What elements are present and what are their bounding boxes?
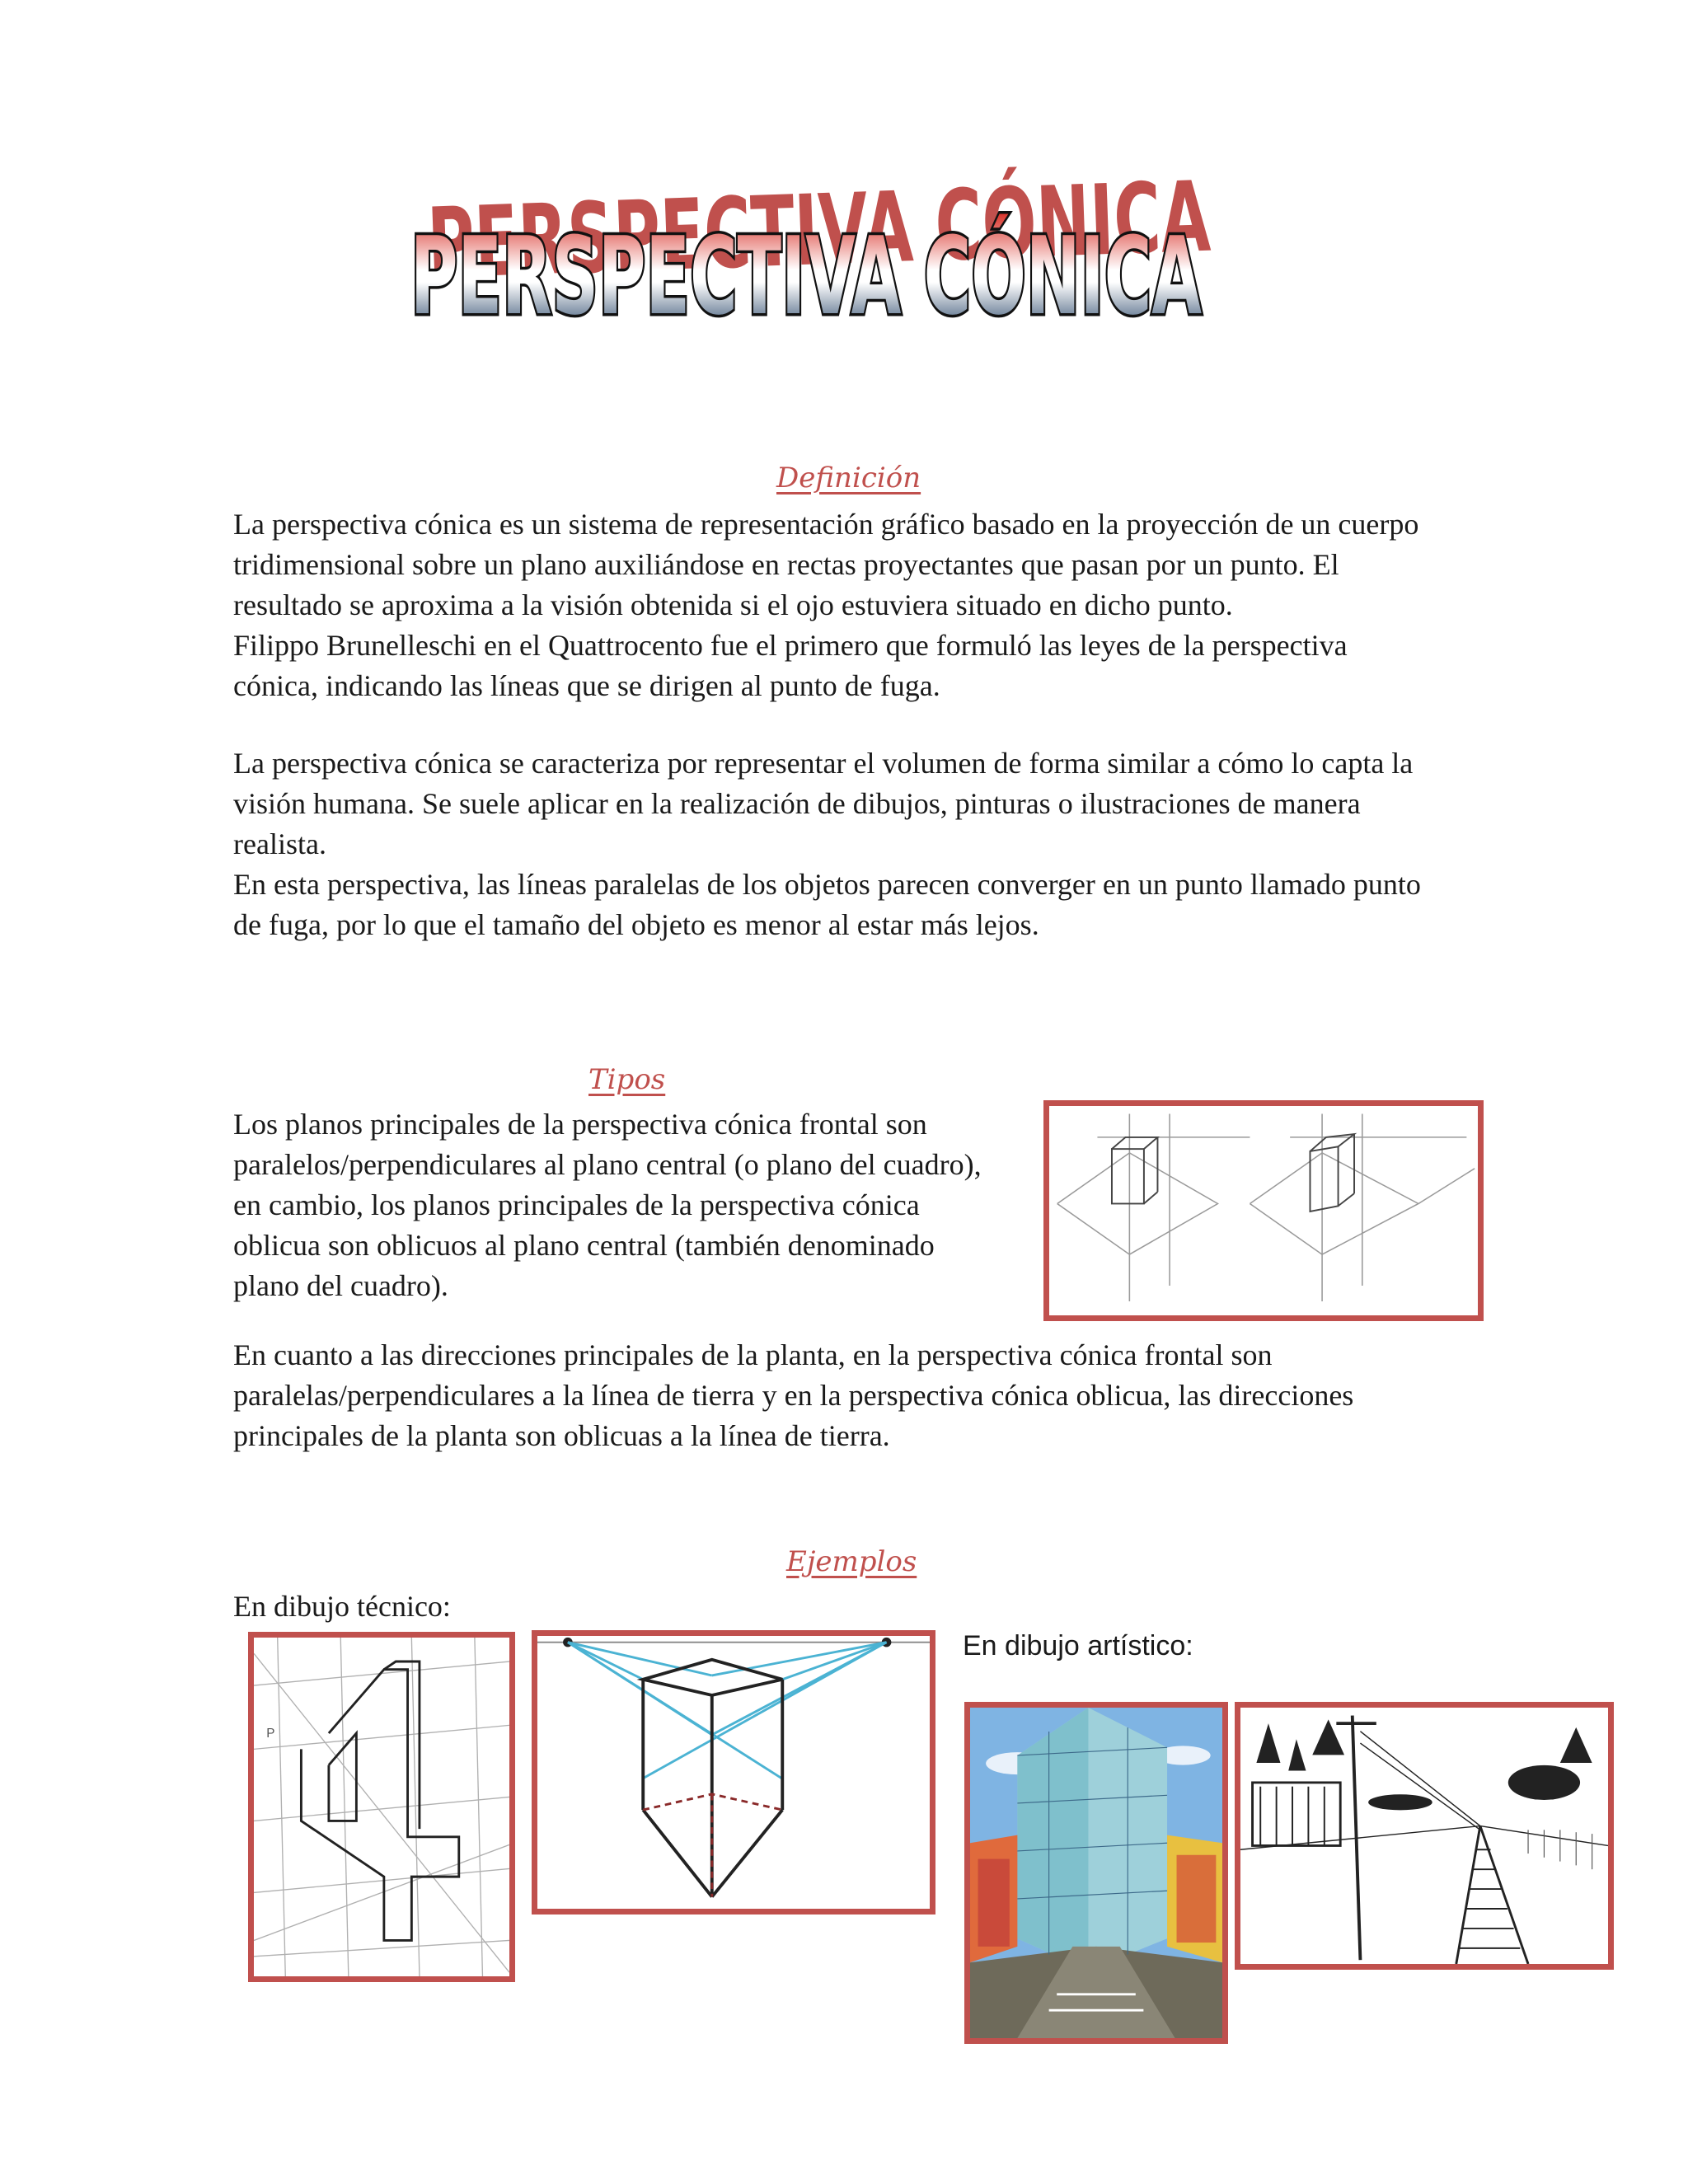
text-line: Los planos principales de la perspectiva cónica frontal son — [233, 1108, 927, 1141]
title-logo-text: PERSPECTIVA CÓNICA — [410, 213, 1202, 339]
text-line: Filippo Brunelleschi en el Quattrocento fue el primero que formuló las leyes de la perspectiva — [233, 629, 1348, 662]
text-line: resultado se aproxima a la visión obtenida si el ojo estuviera situado en dicho punto. — [233, 588, 1233, 621]
definicion-paragraph-2 — [233, 743, 1470, 945]
text-line: cónica, indicando las líneas que se dirigen al punto de fuga. — [233, 669, 940, 702]
tipos-figure — [1043, 1100, 1484, 1321]
text-line: paralelas/perpendiculares a la línea de tierra y en la perspectiva cónica oblicua, las direcciones — [233, 1379, 1354, 1412]
text-line: visión humana. Se suele aplicar en la realización de dibujos, pinturas o ilustraciones de manera — [233, 787, 1361, 820]
artistico-label: En dibujo artístico: — [963, 1630, 1193, 1661]
definicion-heading: Definición — [776, 462, 921, 494]
text-line: tridimensional sobre un plano auxiliándose en rectas proyectantes que pasan por un punto. El — [233, 548, 1339, 581]
artistico-figure-railway — [1235, 1702, 1614, 1970]
definicion-paragraph — [233, 504, 1470, 706]
tecnico-label: En dibujo técnico: — [233, 1590, 451, 1623]
text-line: en cambio, los planos principales de la perspectiva cónica — [233, 1188, 920, 1221]
tipos-heading: Tipos — [588, 1063, 666, 1096]
tecnico-figure-4 — [248, 1632, 515, 1982]
point-p-label: P — [266, 1726, 275, 1741]
tecnico-figure-prism — [532, 1630, 935, 1915]
text-line: principales de la planta son oblicuas a la línea de tierra. — [233, 1419, 890, 1452]
title-logo — [396, 165, 1253, 354]
text-line: La perspectiva cónica es un sistema de representación gráfico basado en la proyección de un cuerpo — [233, 508, 1419, 541]
artistico-figure-city — [964, 1702, 1228, 2044]
text-line: oblicua son oblicuos al plano central (también denominado — [233, 1229, 935, 1262]
text-line: paralelos/perpendiculares al plano central (o plano del cuadro), — [233, 1148, 982, 1181]
tipos-paragraph-2 — [233, 1335, 1470, 1456]
text-line: En esta perspectiva, las líneas paralelas de los objetos parecen converger en un punto llamado punto — [233, 868, 1421, 901]
tipos-paragraph — [233, 1104, 1016, 1306]
title-logo-shadow: PERSPECTIVA CÓNICA — [425, 165, 1253, 301]
ejemplos-heading: Ejemplos — [786, 1545, 917, 1578]
text-line: En cuanto a las direcciones principales de la planta, en la perspectiva cónica frontal son — [233, 1338, 1273, 1371]
text-line: de fuga, por lo que el tamaño del objeto es menor al estar más lejos. — [233, 908, 1039, 941]
text-line: La perspectiva cónica se caracteriza por representar el volumen de forma similar a cómo lo capta la — [233, 747, 1414, 780]
text-line: plano del cuadro). — [233, 1269, 448, 1302]
text-line: realista. — [233, 827, 326, 860]
